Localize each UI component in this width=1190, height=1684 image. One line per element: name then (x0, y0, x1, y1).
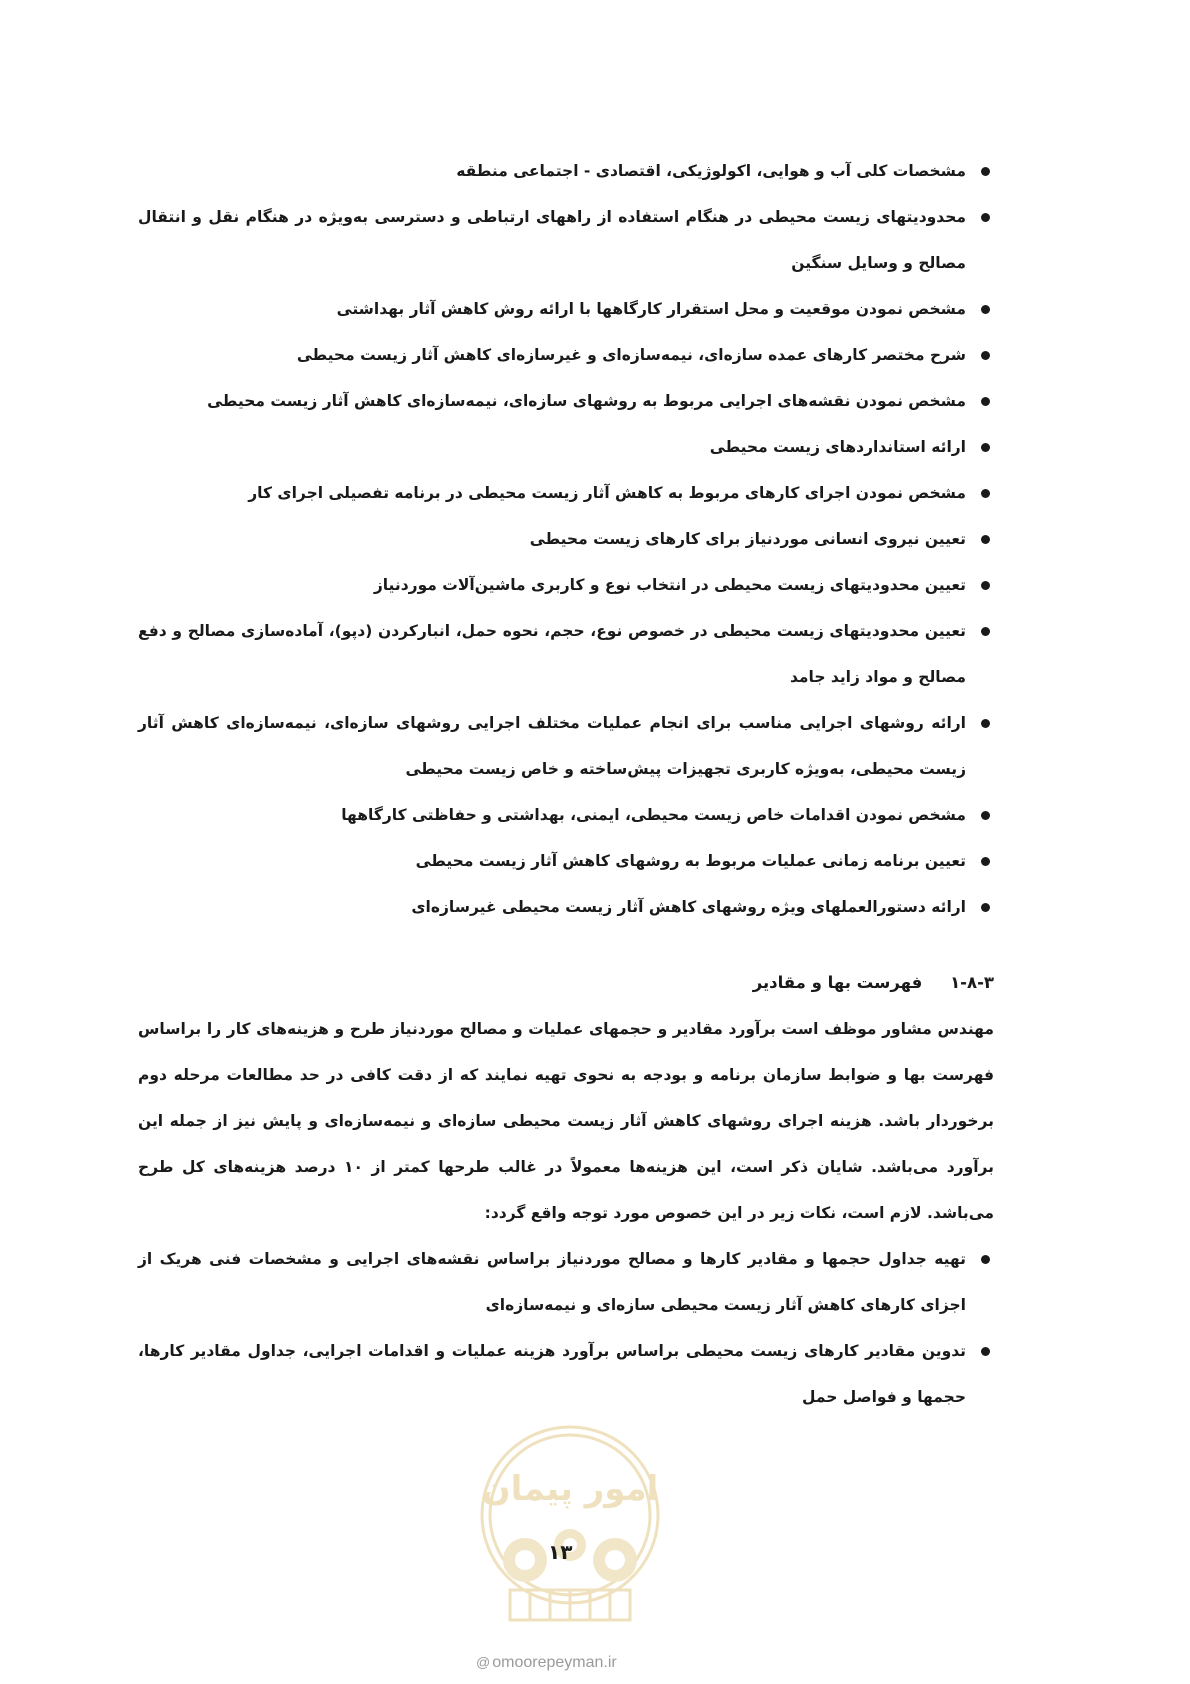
list-item: مشخص نمودن موقعیت و محل استقرار کارگاهها با ارائه روش کاهش آثار بهداشتی (138, 286, 994, 332)
list-item: تهیه جداول حجمها و مقادیر کارها و مصالح موردنیاز براساس نقشه‌های اجرایی و مشخصات فنی هریک از اجزای کارهای کاهش آثار زیست محیطی سازه‌ای و نیمه‌سازه‌ای (138, 1236, 994, 1328)
section-number: ۱-۸-۳ (950, 973, 994, 992)
watermark-url (476, 1654, 617, 1672)
list-item: شرح مختصر کارهای عمده سازه‌ای، نیمه‌سازه‌ای و غیرسازه‌ای کاهش آثار زیست محیطی (138, 332, 994, 378)
list-item: تعیین برنامه زمانی عملیات مربوط به روشهای کاهش آثار زیست محیطی (138, 838, 994, 884)
list-item: مشخصات کلی آب و هوایی، اکولوژیکی، اقتصادی - اجتماعی منطقه (138, 148, 994, 194)
watermark-logo (470, 1420, 670, 1640)
section-title: فهرست بها و مقادیر (752, 973, 923, 992)
list-item: تعیین نیروی انسانی موردنیاز برای کارهای زیست محیطی (138, 516, 994, 562)
list-item: تدوین مقادیر کارهای زیست محیطی براساس برآورد هزینه عملیات و اقدامات اجرایی، جداول مقادیر کارها، حجمها و فواصل حمل (138, 1328, 994, 1420)
list-item: ارائه استانداردهای زیست محیطی (138, 424, 994, 470)
page-number: ۱۳ (548, 1540, 573, 1564)
bullet-list-bottom (138, 1236, 994, 1420)
bullet-list-top (138, 148, 994, 930)
list-item: مشخص نمودن اجرای کارهای مربوط به کاهش آثار زیست محیطی در برنامه تفصیلی اجرای کار (138, 470, 994, 516)
list-item: ارائه دستورالعملهای ویژه روشهای کاهش آثار زیست محیطی غیرسازه‌ای (138, 884, 994, 930)
list-item: تعیین محدودیتهای زیست محیطی در انتخاب نوع و کاربری ماشین‌آلات موردنیاز (138, 562, 994, 608)
at-icon: @ (476, 1654, 491, 1670)
watermark-site: omoorepeyman.ir (492, 1654, 617, 1671)
list-item: تعیین محدودیتهای زیست محیطی در خصوص نوع، حجم، نحوه حمل، انبارکردن (دپو)، آماده‌سازی مصالح و دفع مصالح و مواد زاید جامد (138, 608, 994, 700)
list-item: محدودیتهای زیست محیطی در هنگام استفاده از راههای ارتباطی و دسترسی به‌ویژه در هنگام نقل و انتقال مصالح و وسایل سنگین (138, 194, 994, 286)
body-paragraph: مهندس مشاور موظف است برآورد مقادیر و حجمهای عملیات و مصالح موردنیاز طرح و هزینه‌های کار را براساس فهرست بها و ضوابط سازمان برنامه و بودجه به نحوی تهیه نمایند که از دقت کافی در حد مطالعات مرحله دوم برخوردار باشد. هزینه اجرای روشهای کاهش آثار زیست محیطی سازه‌ای و نیمه‌سازه‌ای و پایش نیز از جمله این برآورد می‌باشد. شایان ذکر است، این هزینه‌ها معمولاً در غالب طرحها کمتر از ۱۰ درصد هزینه‌های کل طرح می‌باشد. لازم است، نکات زیر در این خصوص مورد توجه واقع گردد: (138, 1020, 994, 1222)
list-item: ارائه روشهای اجرایی مناسب برای انجام عملیات مختلف اجرایی روشهای سازه‌ای، نیمه‌سازه‌ای کاهش آثار زیست محیطی، به‌ویژه کاربری تجهیزات پیش‌ساخته و خاص زیست محیطی (138, 700, 994, 792)
page-content (138, 148, 994, 1420)
section-heading (138, 960, 994, 1006)
list-item: مشخص نمودن نقشه‌های اجرایی مربوط به روشهای سازه‌ای، نیمه‌سازه‌ای کاهش آثار زیست محیطی (138, 378, 994, 424)
watermark-logo-text: امور پیمان (481, 1469, 659, 1509)
list-item: مشخص نمودن اقدامات خاص زیست محیطی، ایمنی، بهداشتی و حفاظتی کارگاهها (138, 792, 994, 838)
